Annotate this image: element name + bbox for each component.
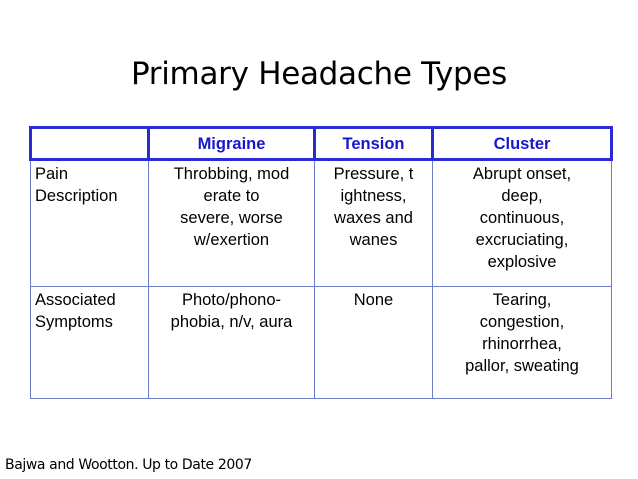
citation: Bajwa and Wootton. Up to Date 2007	[5, 457, 252, 473]
table-row-pain-description	[31, 160, 612, 287]
cell-tension-pain: Pressure, t ightness, waxes and wanes	[315, 160, 433, 287]
slide-title: Primary Headache Types	[130, 56, 508, 92]
header-blank-cell	[31, 128, 149, 160]
table-header-row	[31, 128, 612, 160]
cell-cluster-symptoms: Tearing, congestion, rhinorrhea, pallor, sweating	[433, 287, 612, 399]
row-label-associated-symptoms: Associated Symptoms	[31, 287, 149, 399]
cell-migraine-pain: Throbbing, mod erate to severe, worse w/exertion	[149, 160, 315, 287]
header-migraine: Migraine	[149, 128, 315, 160]
header-cluster: Cluster	[433, 128, 612, 160]
row-label-pain-description: Pain Description	[31, 160, 149, 287]
cell-cluster-pain: Abrupt onset, deep, continuous, excruciating, explosive	[433, 160, 612, 287]
header-tension: Tension	[315, 128, 433, 160]
cell-migraine-symptoms: Photo/phono- phobia, n/v, aura	[149, 287, 315, 399]
cell-tension-symptoms: None	[315, 287, 433, 399]
table-row-associated-symptoms	[31, 287, 612, 399]
headache-types-table	[29, 126, 613, 399]
